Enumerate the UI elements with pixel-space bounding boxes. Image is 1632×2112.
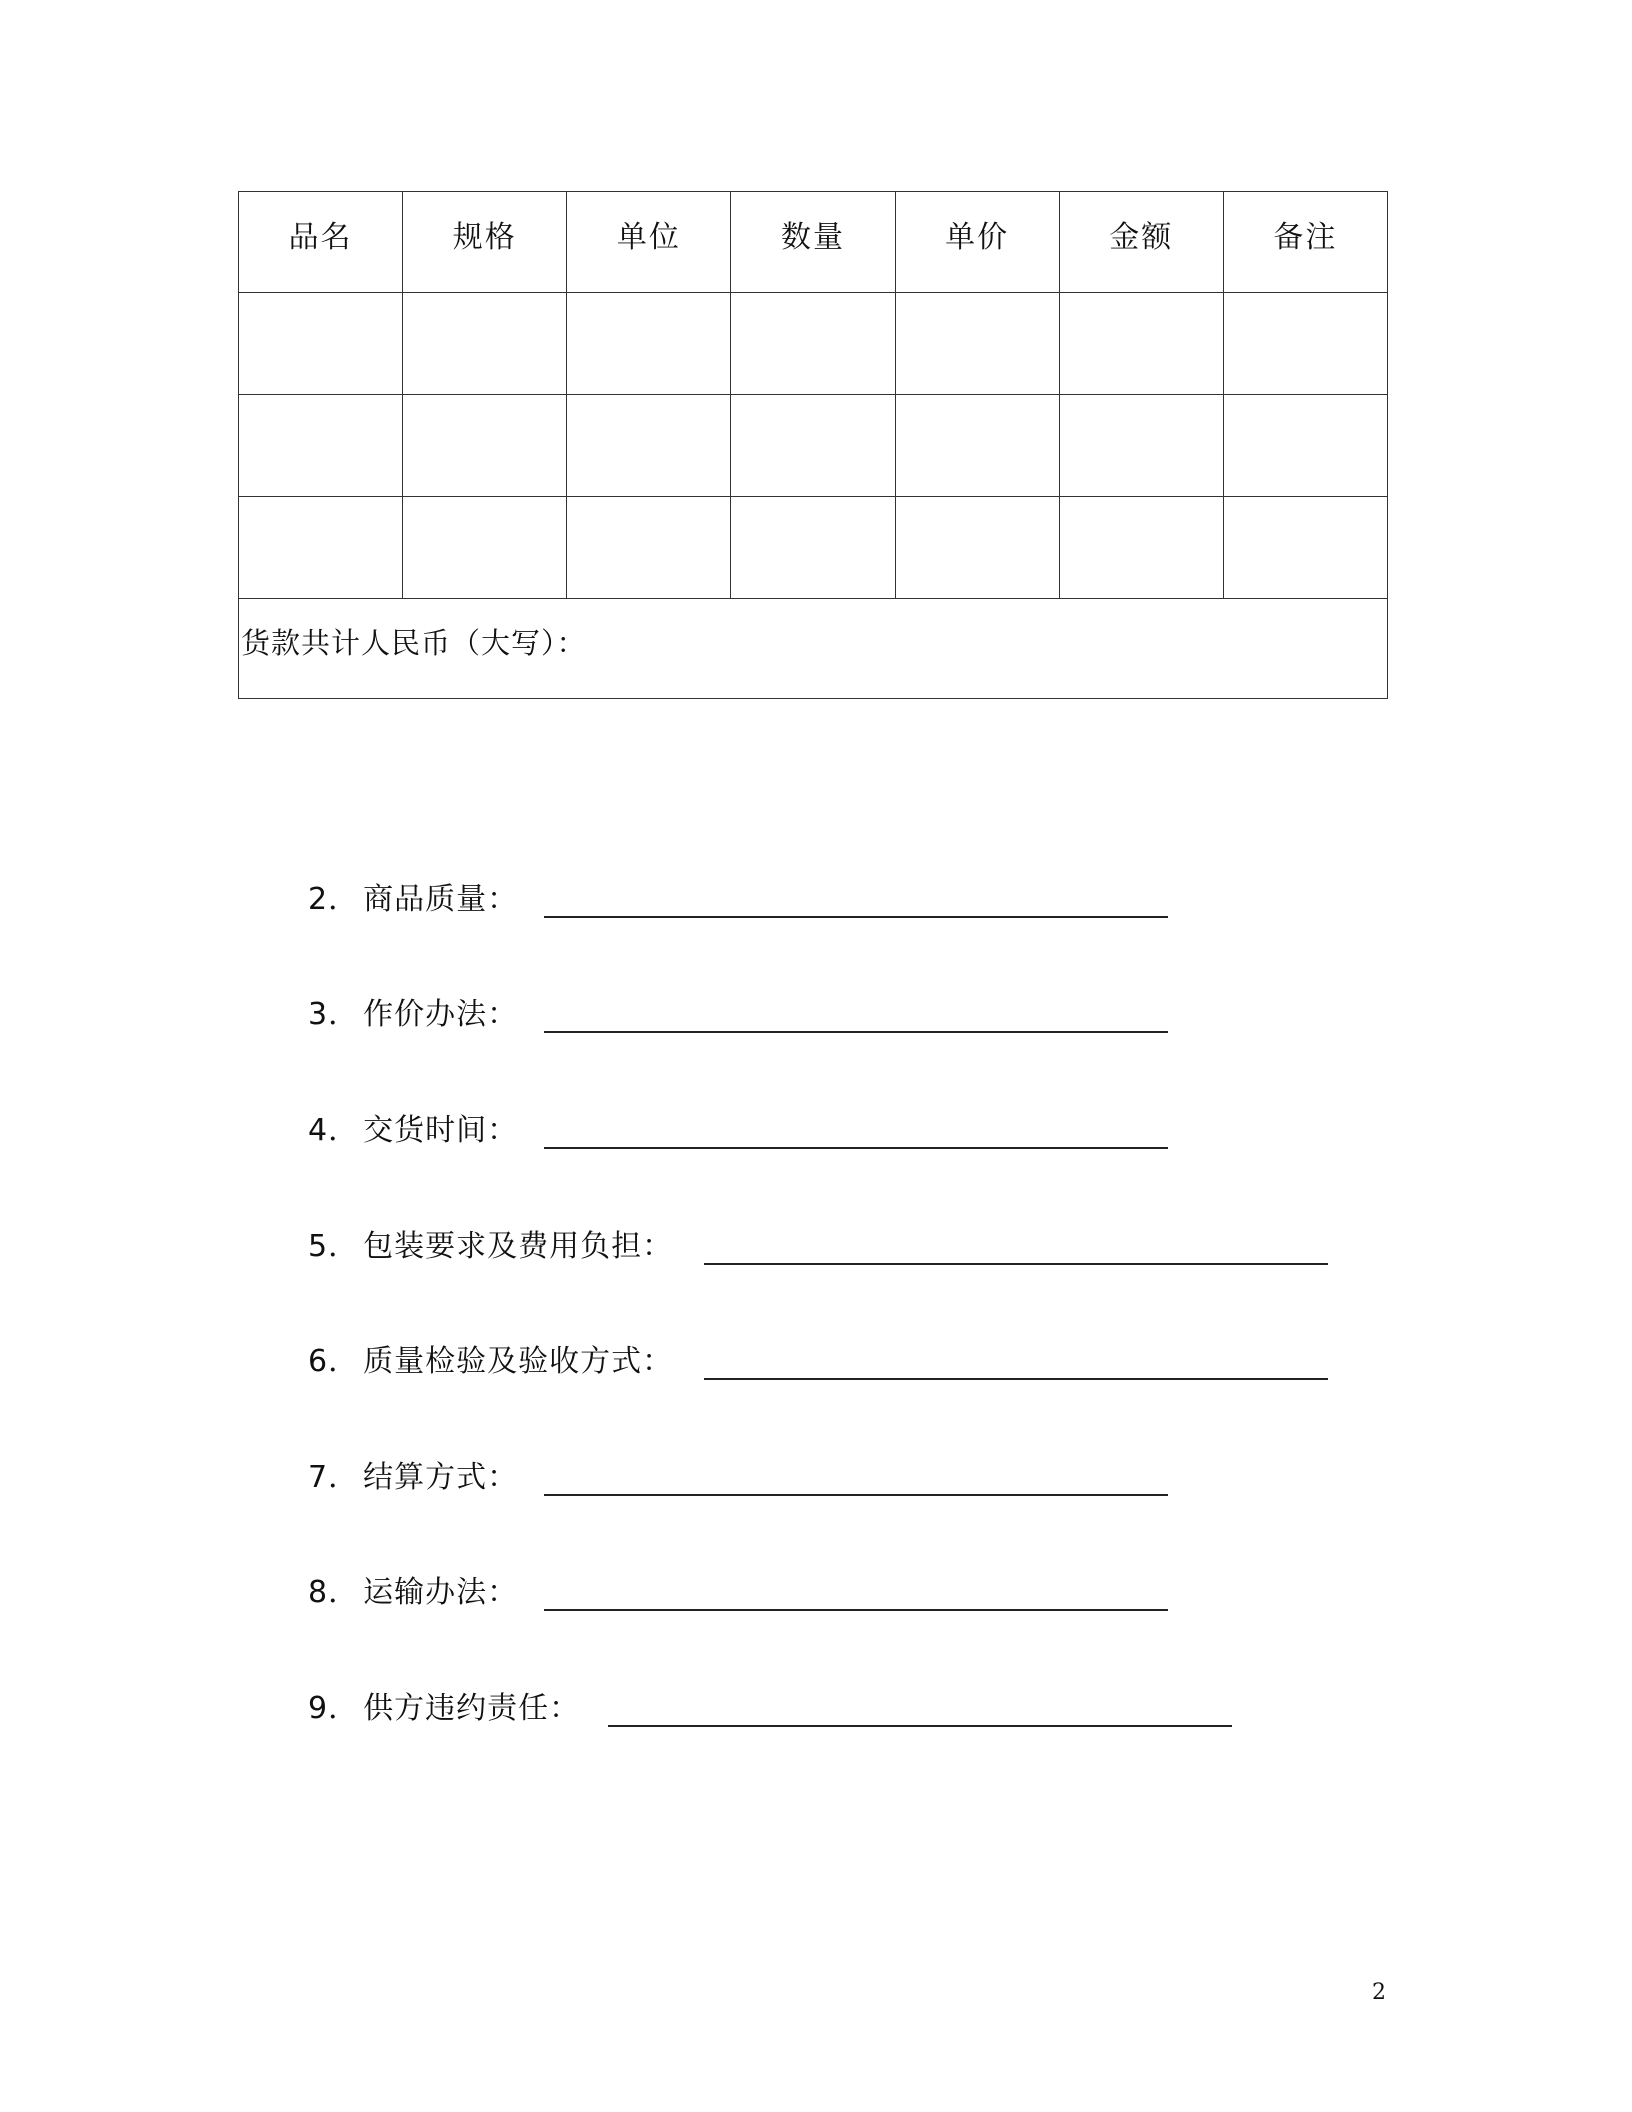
table-cell[interactable] bbox=[895, 497, 1059, 599]
delivery-time-fill-line[interactable] bbox=[544, 1147, 1168, 1149]
header-amount: 金额 bbox=[1059, 192, 1223, 293]
table-cell[interactable] bbox=[895, 293, 1059, 395]
pricing-method-fill-line[interactable] bbox=[544, 1031, 1168, 1033]
clause-number: 3． bbox=[308, 997, 360, 1032]
header-specification: 规格 bbox=[403, 192, 567, 293]
goods-table bbox=[238, 191, 1388, 699]
header-unit: 单位 bbox=[567, 192, 731, 293]
clause-label: 交货时间： bbox=[363, 1113, 519, 1148]
header-remarks: 备注 bbox=[1223, 192, 1387, 293]
clause-number: 2． bbox=[308, 882, 360, 917]
clause-label: 作价办法： bbox=[363, 997, 519, 1032]
header-unit-price: 单价 bbox=[895, 192, 1059, 293]
table-cell[interactable] bbox=[731, 395, 895, 497]
clause-supplier-liability bbox=[308, 1683, 580, 1733]
table-cell[interactable] bbox=[1223, 395, 1387, 497]
table-cell[interactable] bbox=[567, 395, 731, 497]
supplier-liability-fill-line[interactable] bbox=[608, 1725, 1232, 1727]
quality-inspection-fill-line[interactable] bbox=[704, 1378, 1328, 1380]
table-cell[interactable] bbox=[1059, 293, 1223, 395]
clause-label: 运输办法： bbox=[363, 1575, 519, 1610]
table-header-row bbox=[239, 192, 1388, 293]
table-cell[interactable] bbox=[895, 395, 1059, 497]
clause-number: 6． bbox=[308, 1344, 360, 1379]
table-cell[interactable] bbox=[239, 395, 403, 497]
clause-label: 供方违约责任： bbox=[363, 1691, 581, 1726]
table-cell[interactable] bbox=[1223, 497, 1387, 599]
header-product-name: 品名 bbox=[239, 192, 403, 293]
clause-transport-method bbox=[308, 1567, 518, 1617]
clause-pricing-method bbox=[308, 989, 518, 1039]
clause-number: 7． bbox=[308, 1460, 360, 1495]
clause-number: 9． bbox=[308, 1691, 360, 1726]
table-cell[interactable] bbox=[1059, 497, 1223, 599]
table-cell[interactable] bbox=[1223, 293, 1387, 395]
header-quantity: 数量 bbox=[731, 192, 895, 293]
table-cell[interactable] bbox=[403, 497, 567, 599]
clause-packaging bbox=[308, 1221, 673, 1271]
clause-quality-inspection bbox=[308, 1336, 673, 1386]
clause-number: 5． bbox=[308, 1229, 360, 1264]
table-row bbox=[239, 497, 1388, 599]
page-number: 2 bbox=[1372, 1980, 1386, 2005]
total-amount-label[interactable]: 货款共计人民币（大写）： bbox=[239, 599, 1388, 699]
clause-label: 商品质量： bbox=[363, 882, 519, 917]
clause-number: 8． bbox=[308, 1575, 360, 1610]
settlement-method-fill-line[interactable] bbox=[544, 1494, 1168, 1496]
product-quality-fill-line[interactable] bbox=[544, 916, 1168, 918]
clause-product-quality bbox=[308, 874, 518, 924]
table-cell[interactable] bbox=[403, 395, 567, 497]
clause-delivery-time bbox=[308, 1105, 518, 1155]
table-cell[interactable] bbox=[239, 293, 403, 395]
clause-label: 包装要求及费用负担： bbox=[363, 1229, 674, 1264]
table-row bbox=[239, 293, 1388, 395]
table-cell[interactable] bbox=[731, 293, 895, 395]
transport-method-fill-line[interactable] bbox=[544, 1609, 1168, 1611]
table-row bbox=[239, 395, 1388, 497]
clause-label: 结算方式： bbox=[363, 1460, 519, 1495]
table-cell[interactable] bbox=[731, 497, 895, 599]
table-cell[interactable] bbox=[403, 293, 567, 395]
clause-settlement-method bbox=[308, 1452, 518, 1502]
clause-number: 4． bbox=[308, 1113, 360, 1148]
clause-label: 质量检验及验收方式： bbox=[363, 1344, 674, 1379]
table-cell[interactable] bbox=[567, 497, 731, 599]
table-cell[interactable] bbox=[1059, 395, 1223, 497]
table-cell[interactable] bbox=[567, 293, 731, 395]
table-cell[interactable] bbox=[239, 497, 403, 599]
packaging-fill-line[interactable] bbox=[704, 1263, 1328, 1265]
total-row bbox=[239, 599, 1388, 699]
